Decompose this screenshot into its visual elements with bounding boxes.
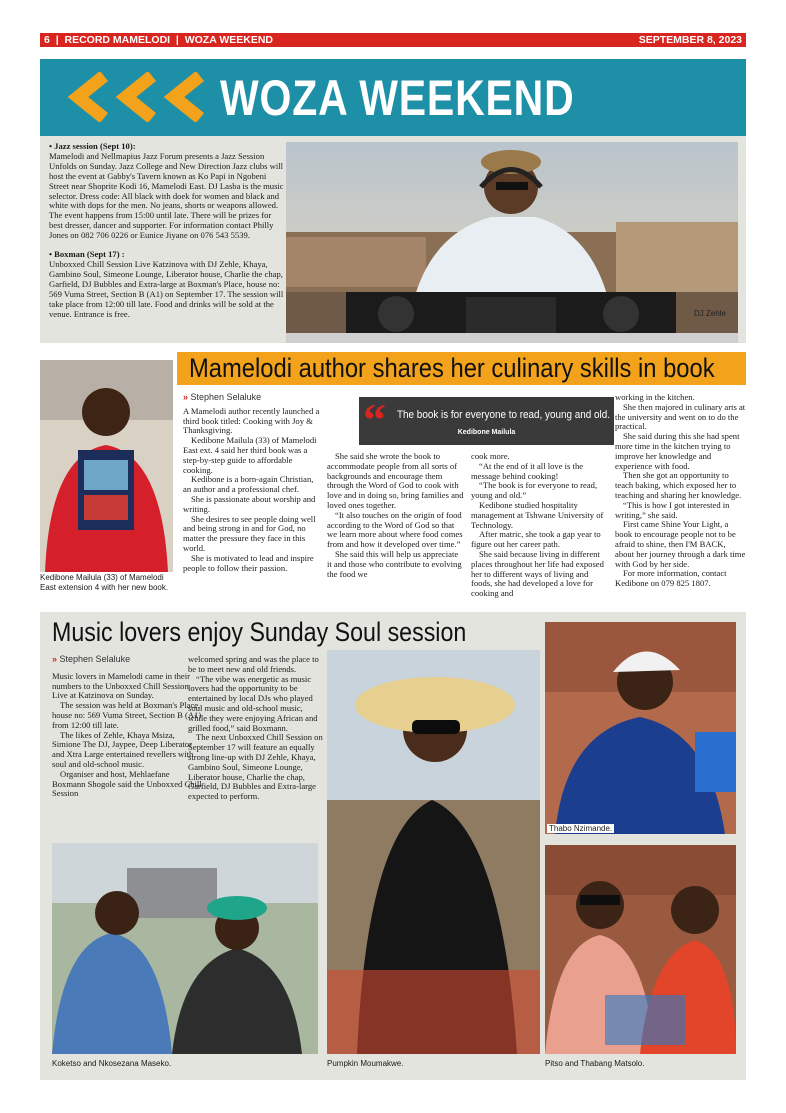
section-name: WOZA WEEKEND xyxy=(184,34,273,46)
pull-quote-text: The book is for everyone to read, young and old. xyxy=(397,409,610,421)
quote-mark-icon: “ xyxy=(363,394,386,445)
byline xyxy=(52,655,202,665)
author-column-1 xyxy=(183,393,321,573)
music-column-2 xyxy=(188,655,323,802)
header-separator: | xyxy=(175,34,179,46)
paragraph: She is motivated to lead and inspire people to follow their passion. xyxy=(183,552,314,573)
paragraph: Kedibone studied hospitality management at Tshwane University of Technology. xyxy=(471,499,604,530)
paragraph: After matric, she took a gap year to figure out her career path. xyxy=(471,529,601,550)
photo-caption: DJ Zehle xyxy=(693,309,726,318)
woza-weekend-banner xyxy=(40,59,746,136)
paragraph: cook more. xyxy=(471,451,510,461)
paragraph: Kedibone is a born-again Christian, an author and a professional chef. xyxy=(183,474,314,495)
byline-author: Stephen Selaluke xyxy=(190,392,262,402)
author-article-headline-bar xyxy=(177,352,746,385)
photo-caption: Pitso and Thabang Matsolo. xyxy=(545,1059,645,1068)
dj-zehle-photo xyxy=(286,142,738,343)
paragraph: She then majored in culinary arts at the university and went on to do the practical. xyxy=(615,401,746,432)
paragraph: For more information, contact Kedibone on 079 825 1807. xyxy=(615,568,727,589)
paragraph: The session was held at Boxman's Place, house no: 569 Vuma Street, Section B (A1) from 12:00 till late. xyxy=(52,700,202,730)
event-heading: • Boxman (Sept 17) : xyxy=(49,249,125,260)
page-header-bar xyxy=(40,33,746,47)
paragraph: A Mamelodi author recently launched a third book titled: Cooking with Joy & Thanksgiving. xyxy=(183,405,320,436)
byline xyxy=(183,393,321,403)
paragraph: “At the end of it all love is the message behind cooking! xyxy=(471,460,584,481)
event-item xyxy=(49,142,287,241)
byline-author: Stephen Selaluke xyxy=(59,654,131,664)
paragraph: “The vibe was energetic as music lovers had the opportunity to be entertained by local DJs who played soul music and old-school music, while they were enjoying African and grilled food,” said Boxmann. xyxy=(188,673,318,733)
author-column-2 xyxy=(327,452,465,579)
author-photo xyxy=(40,360,173,572)
paragraph: Music lovers in Mamelodi came in their numbers to the Unboxxed Chill Session Live at Katzinova on Sunday. xyxy=(52,670,190,701)
paragraph: She said she wrote the book to accommodate people from all sorts of backgrounds and encourage them through the Word of God to cook with love and in doing so, bring families and loved ones together. xyxy=(327,451,464,510)
koketso-photo-illustration xyxy=(52,843,318,1054)
pumpkin-photo xyxy=(327,650,540,1054)
dj-photo-illustration xyxy=(286,142,738,343)
paragraph: working in the kitchen. xyxy=(615,392,695,402)
pumpkin-photo-illustration xyxy=(327,650,540,1054)
author-column-3 xyxy=(471,452,609,599)
paragraph: She said because living in different places throughout her life had exposed her to different ways of living and foods, she had developed a love for cooking and xyxy=(471,548,604,599)
pitso-photo xyxy=(545,845,736,1054)
paragraph: The next Unboxxed Chill Session on September 17 will feature an equally strong line-up with DJ Zehle, Khaya, Gambino Soul, Simeone Lounge, Liberator house, Charlie the chap, Garfield, DJ Bubbles and Extra-large expected to perform. xyxy=(188,732,323,802)
event-heading: • Jazz session (Sept 10): xyxy=(49,141,136,151)
thabo-photo-illustration xyxy=(545,622,736,834)
article-headline: Music lovers enjoy Sunday Soul session xyxy=(52,617,467,647)
paragraph: She said this will help us appreciate it and those who contribute to evolving the food we xyxy=(327,548,462,579)
header-separator: | xyxy=(55,34,59,46)
event-body: Unboxxed Chill Session Live Katzinova with DJ Zehle, Khaya, Gambino Soul, Simeone Lounge, Liberator house, Charlie the chap, Garfield, DJ Bubbles and Extra-large at Boxman's Place, house no: 569 Vuma Street, Section B (A1) on September 17. The session will take place from 12:00 till late. Food and drinks will be sold at the venue. Entrance is free. xyxy=(49,258,284,319)
paragraph: welcomed spring and was the place to be to meet new and old friends. xyxy=(188,654,319,674)
issue-date: SEPTEMBER 8, 2023 xyxy=(638,34,742,46)
photo-caption: Pumpkin Moumakwe. xyxy=(327,1059,404,1068)
paragraph: Organiser and host, Mehlaefane Boxmann Shogole said the Unboxxed Chill Session xyxy=(52,768,202,799)
music-column-1 xyxy=(52,655,202,799)
thabo-photo xyxy=(545,622,736,834)
paragraph: Kedibone Mailula (33) of Mamelodi East ext. 4 said her third book was a step-by-step guide to affordable cooking. xyxy=(183,435,317,475)
pull-quote-attribution: Kedibone Mailula xyxy=(457,429,516,436)
photo-caption: Thabo Nzimande. xyxy=(549,824,613,833)
paragraph: She is passionate about worship and writing. xyxy=(183,493,316,514)
article-headline: Mamelodi author shares her culinary skills in book xyxy=(189,353,715,383)
paragraph: “The book is for everyone to read, young and old.” xyxy=(471,480,598,501)
byline-arrows: » xyxy=(52,654,58,664)
woza-events-panel xyxy=(40,136,746,343)
author-photo-illustration xyxy=(40,360,173,572)
event-body: Mamelodi and Nellmapius Jazz Forum presents a Jazz Session Unfolds on Sunday. Jazz College and New Direction Jazz clubs will host the event at Gabby's Tavern known as Ko Papi in Ngobeni Street near Shoprite Kodi 16, Mamelodi East. DJ Lasba is the music selector. Dress code: All black with doek for women and black and white with dops for the men. No jeans, shorts or weapons allowed. The event happens from 15:00 until late. There will be prizes for best dresser, dancer and supporter. For information contact Philly Jones on 082 706 0226 or Eunice Jiyane on 076 543 5539. xyxy=(49,150,284,241)
paragraph: “It also touches on the origin of food according to the Word of God so that we learn more about where food comes from and how it developed over time.” xyxy=(327,509,463,550)
paragraph: Then she got an opportunity to teach baking, which exposed her to teaching and sharing her knowledge. xyxy=(615,470,742,500)
header-left xyxy=(44,33,273,47)
pull-quote xyxy=(359,394,614,445)
koketso-photo xyxy=(52,843,318,1054)
paragraph: “This is how I got interested in writing,” she said. xyxy=(615,499,730,520)
photo-caption: Koketso and Nkosezana Maseko. xyxy=(52,1059,172,1068)
publication-name: RECORD MAMELODI xyxy=(64,34,171,46)
byline-arrows: » xyxy=(183,392,189,402)
paragraph: The likes of Zehle, Khaya Msiza, Simione The DJ, Jaypee, Deep Liberator and Xtra Large entertained revellers with soul and old-school music. xyxy=(52,729,194,769)
paragraph: First came Shine Your Light, a book to encourage people not to be afraid to shine, then I'M BACK, about her journey through a dark time with God by her side. xyxy=(615,519,746,569)
events-list xyxy=(49,142,287,328)
paragraph: She said during this she had spent more time in the kitchen trying to improve her knowledge and experience with food. xyxy=(615,431,740,471)
paragraph: She desires to see people doing well and being strong in and for God, no matter the pressure they face in this world. xyxy=(183,513,316,553)
author-column-4 xyxy=(615,393,746,589)
page-number: 6 xyxy=(44,34,50,46)
section-title: WOZA WEEKEND xyxy=(220,70,575,126)
event-item xyxy=(49,250,287,319)
chevrons-icon xyxy=(64,72,214,122)
pitso-photo-illustration xyxy=(545,845,736,1054)
author-photo-caption: Kedibone Mailula (33) of Mamelodi East extension 4 with her new book. xyxy=(40,573,169,592)
